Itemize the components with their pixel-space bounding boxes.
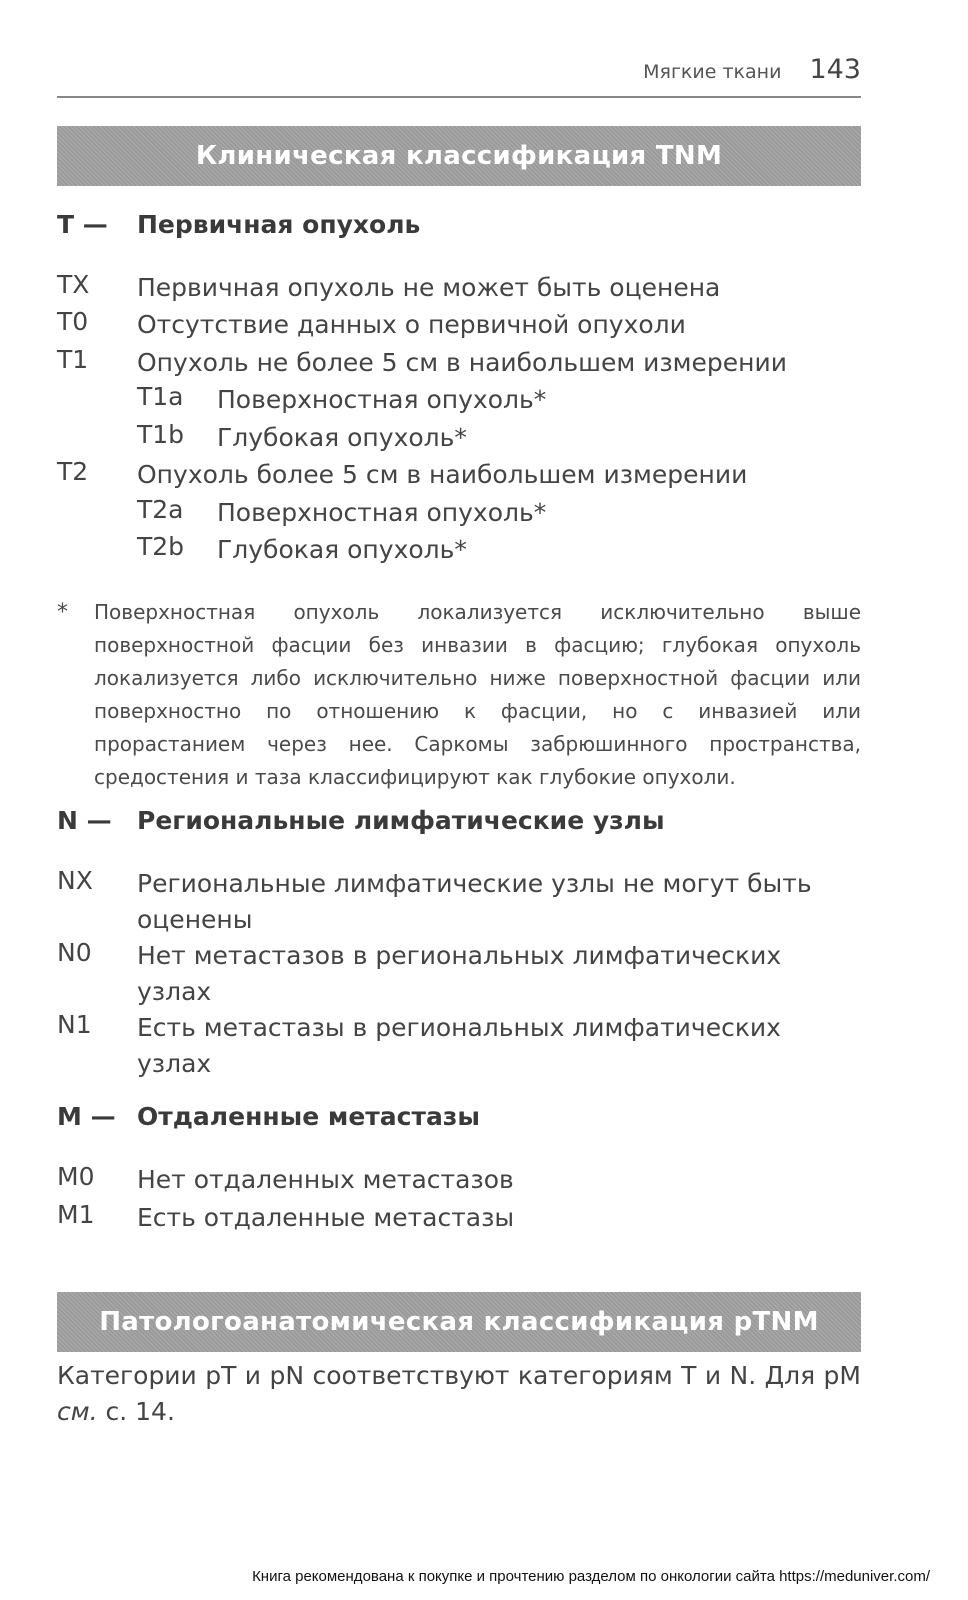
section-code: T —	[57, 210, 108, 239]
n-row-n1	[57, 1010, 837, 1082]
n-text: Региональные лимфатические узлы не могут быть оценены	[137, 869, 812, 934]
ptnm-text-before: Категории pT и pN соответствуют категориям T и N. Для pM	[57, 1361, 861, 1390]
banner-clinical-classification: Клиническая классификация TNM	[57, 126, 861, 186]
footnote-text: Поверхностная опухоль локализуется исключительно выше поверхностной фасции без инвазии в фасцию; глубокая опухоль локализуется либо исключительно ниже поверхностной фасции или поверхностно по отношению к фасции, но с инвазией или прорастанием через нее. Саркомы забрюшинного пространства, средостения и таза классифицируют как глубокие опухоли.	[94, 600, 861, 789]
page-number: 143	[809, 54, 861, 85]
t-row-t1	[57, 345, 787, 381]
t-code: T0	[57, 307, 89, 336]
section-heading-n	[57, 806, 665, 835]
section-code: N —	[57, 806, 112, 835]
t-row-t2a	[137, 495, 546, 531]
section-title: Отдаленные метастазы	[137, 1102, 480, 1131]
t-text: Опухоль не более 5 см в наибольшем измерении	[137, 348, 787, 377]
t-code: T2	[57, 457, 89, 486]
n-text: Есть метастазы в региональных лимфатических узлах	[137, 1013, 781, 1078]
section-code: M —	[57, 1102, 116, 1131]
t-text: Опухоль более 5 см в наибольшем измерении	[137, 460, 748, 489]
n-code: N1	[57, 1010, 92, 1039]
section-title: Региональные лимфатические узлы	[137, 806, 665, 835]
running-head-section: Мягкие ткани	[643, 61, 782, 83]
t-code: T1	[57, 345, 89, 374]
ptnm-paragraph	[57, 1358, 861, 1430]
n-row-nx	[57, 866, 837, 938]
t-code: T1a	[137, 382, 184, 411]
footer-note: Книга рекомендована к покупке и прочтению разделом по онкологии сайта https://meduniver.com/	[252, 1568, 930, 1585]
n-row-n0	[57, 938, 837, 1010]
t-code: T2a	[137, 495, 184, 524]
banner-pathological-classification: Патологоанатомическая классификация pTNM	[57, 1292, 861, 1352]
n-code: N0	[57, 938, 92, 967]
t-code: T2b	[137, 532, 185, 561]
footnote	[57, 596, 861, 794]
m-text: Есть отдаленные метастазы	[137, 1203, 515, 1232]
t-text: Глубокая опухоль*	[217, 535, 467, 564]
m-code: M1	[57, 1200, 95, 1229]
t-text: Поверхностная опухоль*	[217, 385, 547, 414]
section-title: Первичная опухоль	[137, 210, 421, 239]
t-text: Первичная опухоль не может быть оценена	[137, 273, 721, 302]
running-head	[643, 54, 861, 85]
ptnm-italic-ref: см.	[57, 1397, 98, 1426]
t-row-t1a	[137, 382, 546, 418]
ptnm-text-after: с. 14.	[97, 1397, 175, 1426]
header-rule	[57, 96, 861, 98]
t-text: Поверхностная опухоль*	[217, 498, 547, 527]
t-text: Отсутствие данных о первичной опухоли	[137, 310, 686, 339]
m-row-m1	[57, 1200, 514, 1236]
n-code: NX	[57, 866, 93, 895]
t-row-t1b	[137, 420, 467, 456]
n-text: Нет метастазов в региональных лимфатических узлах	[137, 941, 782, 1006]
t-text: Глубокая опухоль*	[217, 423, 467, 452]
footnote-marker: *	[57, 600, 68, 625]
t-row-t0	[57, 307, 686, 343]
t-row-tx	[57, 270, 720, 306]
m-text: Нет отдаленных метастазов	[137, 1165, 514, 1194]
section-heading-t	[57, 210, 420, 239]
m-code: M0	[57, 1162, 95, 1191]
t-row-t2b	[137, 532, 467, 568]
t-row-t2	[57, 457, 747, 493]
t-code: T1b	[137, 420, 185, 449]
t-code: TX	[57, 270, 90, 299]
section-heading-m	[57, 1102, 480, 1131]
m-row-m0	[57, 1162, 514, 1198]
